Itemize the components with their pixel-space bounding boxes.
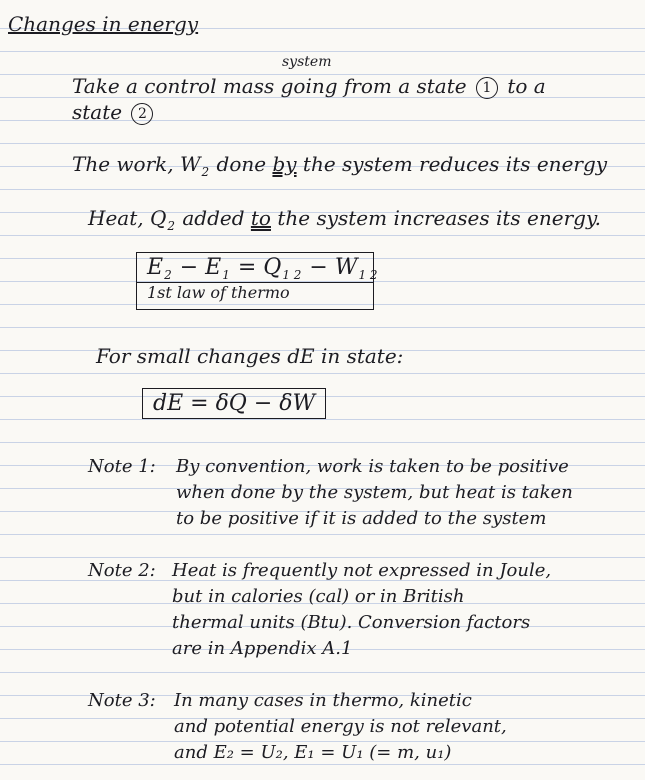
note-1-label: Note 1: (88, 456, 156, 477)
eq-w-sub: 1 2 (358, 268, 378, 282)
heat-rest: the system increases its energy. (277, 206, 601, 230)
note-1-line-3: to be positive if it is added to the system (176, 508, 547, 529)
work-rest: the system reduces its energy (302, 152, 608, 176)
intro-to-a: to a (507, 74, 546, 98)
eq-q-sub: 1 2 (282, 268, 302, 282)
first-law-equation (137, 253, 378, 282)
intro-line-2 (72, 100, 156, 125)
state-2-marker: 2 (131, 103, 153, 125)
heat-subscript: 2 (167, 219, 175, 233)
intro-state-word: state (72, 100, 123, 124)
eq-minus-1: − (179, 255, 199, 280)
heat-added: added (182, 206, 245, 230)
note-2-line-2: but in calories (cal) or in British (172, 586, 465, 607)
heat-to: to (250, 206, 271, 230)
differential-box: dE = δQ − δW (142, 388, 326, 419)
note-1-line-2: when done by the system, but heat is taken (176, 482, 573, 503)
note-1-line-1: By convention, work is taken to be positive (176, 456, 569, 477)
eq-e2: E (147, 255, 164, 280)
work-subscript: 2 (201, 165, 210, 179)
intro-text: Take a control mass going from a state (72, 74, 467, 98)
heat-sentence (88, 206, 601, 233)
first-law-box (136, 252, 378, 310)
first-law-caption: 1st law of thermo (137, 282, 373, 302)
work-by: by (272, 152, 297, 176)
eq-e1: E (205, 255, 222, 280)
work-sentence (72, 152, 608, 179)
eq-e1-sub: 1 (222, 268, 230, 282)
note-3-line-2: and potential energy is not relevant, (174, 716, 507, 737)
work-prefix: The work, W (72, 152, 201, 176)
eq-q: Q (263, 255, 282, 280)
heat-prefix: Heat, Q (88, 206, 167, 230)
note-3-line-3: and E₂ = U₂, E₁ = U₁ (= m, u₁) (174, 742, 452, 763)
note-3-line-1: In many cases in thermo, kinetic (174, 690, 472, 711)
note-2-line-3: thermal units (Btu). Conversion factors (172, 612, 531, 633)
eq-minus-2: − (309, 255, 328, 280)
work-done: done (216, 152, 267, 176)
inserted-word: system (282, 54, 332, 70)
note-2-line-1: Heat is frequently not expressed in Joule, (172, 560, 552, 581)
note-3-label: Note 3: (88, 690, 156, 711)
small-changes-line: For small changes dE in state: (96, 344, 404, 368)
state-1-marker: 1 (476, 77, 498, 99)
page-title: Changes in energy (8, 12, 199, 36)
eq-e2-sub: 2 (164, 268, 172, 282)
note-2-line-4: are in Appendix A.1 (172, 638, 353, 659)
eq-equals: = (237, 255, 257, 280)
eq-w: W (334, 255, 358, 280)
note-2-label: Note 2: (88, 560, 156, 581)
intro-line-1 (72, 74, 546, 99)
